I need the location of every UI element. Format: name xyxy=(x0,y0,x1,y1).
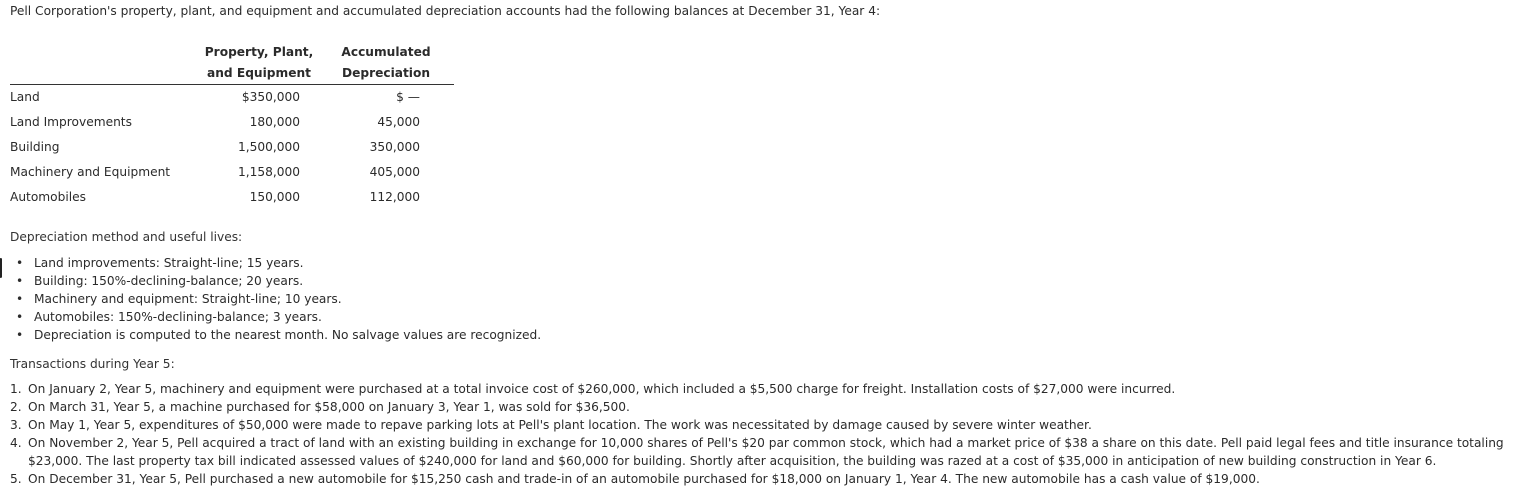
row-ad-value: 45,000 xyxy=(377,115,420,129)
item-number: 4. xyxy=(10,436,22,450)
side-bracket-mark xyxy=(0,258,5,278)
item-number: 1. xyxy=(10,382,22,396)
list-item xyxy=(16,308,541,326)
list-item-text: Machinery and equipment: Straight-line; 10 years. xyxy=(34,292,342,306)
item-number: 3. xyxy=(10,418,22,432)
row-ppe-value: 1,500,000 xyxy=(237,140,300,154)
list-item-text: On March 31, Year 5, a machine purchased for $58,000 on January 3, Year 1, was sold for $36,500. xyxy=(28,400,630,414)
bullet-icon: • xyxy=(16,274,24,288)
list-item-text: On January 2, Year 5, machinery and equipment were purchased at a total invoice cost of $260,000, which included a $5,500 charge for freight. Installation costs of $27,000 were incurred. xyxy=(28,382,1176,396)
row-ad-value: 350,000 xyxy=(369,140,420,154)
row-ppe-value: 150,000 xyxy=(249,190,300,204)
row-ad-value: $ — xyxy=(396,90,420,104)
list-item xyxy=(12,380,1507,398)
list-item-text: Building: 150%-declining-balance; 20 years. xyxy=(34,274,304,288)
balances-table xyxy=(10,40,454,210)
table-header-row xyxy=(10,40,454,85)
list-item xyxy=(12,470,1507,488)
item-number: 2. xyxy=(10,400,22,414)
transactions-list xyxy=(12,380,1507,488)
header-ppe xyxy=(196,40,332,85)
depreciation-lives-list xyxy=(16,254,541,344)
row-label: Automobiles xyxy=(10,190,86,204)
item-number: 5. xyxy=(10,472,22,486)
header-accumulated-depreciation xyxy=(332,40,454,85)
row-ppe-value: $350,000 xyxy=(241,90,300,104)
list-item xyxy=(16,254,541,272)
list-item xyxy=(12,398,1507,416)
list-item xyxy=(16,272,541,290)
bullet-icon: • xyxy=(16,256,24,270)
row-label: Building xyxy=(10,140,60,154)
header-blank xyxy=(10,40,196,85)
bullet-icon: • xyxy=(16,328,24,342)
list-item-text: Depreciation is computed to the nearest month. No salvage values are recognized. xyxy=(34,328,542,342)
row-ppe-value: 1,158,000 xyxy=(237,165,300,179)
intro-text: Pell Corporation's property, plant, and equipment and accumulated depreciation accounts had the following balances at December 31, Year 4: xyxy=(10,4,881,18)
list-item xyxy=(16,326,541,344)
table-row xyxy=(10,160,454,185)
row-ad-value: 112,000 xyxy=(369,190,420,204)
bullet-icon: • xyxy=(16,310,24,324)
list-item-text: On May 1, Year 5, expenditures of $50,000 were made to repave parking lots at Pell's plant location. The work was necessitated by damage caused by severe winter weather. xyxy=(28,418,1092,432)
list-item-text: On December 31, Year 5, Pell purchased a new automobile for $15,250 cash and trade-in of an automobile purchased for $18,000 on January 1, Year 4. The new automobile has a cash value of $19,000. xyxy=(28,472,1260,486)
transactions-heading: Transactions during Year 5: xyxy=(10,357,175,371)
list-item xyxy=(16,290,541,308)
header-ppe-line1: Property, Plant, xyxy=(204,45,314,59)
table-row xyxy=(10,110,454,135)
row-ppe-value: 180,000 xyxy=(249,115,300,129)
list-item-text: Automobiles: 150%-declining-balance; 3 years. xyxy=(34,310,322,324)
bullet-icon: • xyxy=(16,292,24,306)
list-item-text: Land improvements: Straight-line; 15 years. xyxy=(34,256,304,270)
row-label: Land xyxy=(10,90,40,104)
table-row xyxy=(10,135,454,160)
list-item-text: On November 2, Year 5, Pell acquired a tract of land with an existing building in exchange for 10,000 shares of Pell's $20 par common stock, which had a market price of $38 a share on this date. Pell paid legal fees and title insurance totaling $23,000. The last property tax bill indicated assessed values of $240,000 for land and $60,000 for building. Shortly after acquisition, the building was razed at a cost of $35,000 in anticipation of new building construction in Year 6. xyxy=(28,436,1504,468)
header-ppe-line2: and Equipment xyxy=(207,66,311,80)
list-item xyxy=(12,416,1507,434)
row-label: Machinery and Equipment xyxy=(10,165,171,179)
header-ad-line1: Accumulated xyxy=(341,45,431,59)
table-row xyxy=(10,85,454,111)
header-ad-line2: Depreciation xyxy=(341,66,431,80)
list-item xyxy=(12,434,1507,470)
row-ad-value: 405,000 xyxy=(369,165,420,179)
table-row xyxy=(10,185,454,210)
depreciation-lives-heading: Depreciation method and useful lives: xyxy=(10,230,243,244)
row-label: Land Improvements xyxy=(10,115,132,129)
